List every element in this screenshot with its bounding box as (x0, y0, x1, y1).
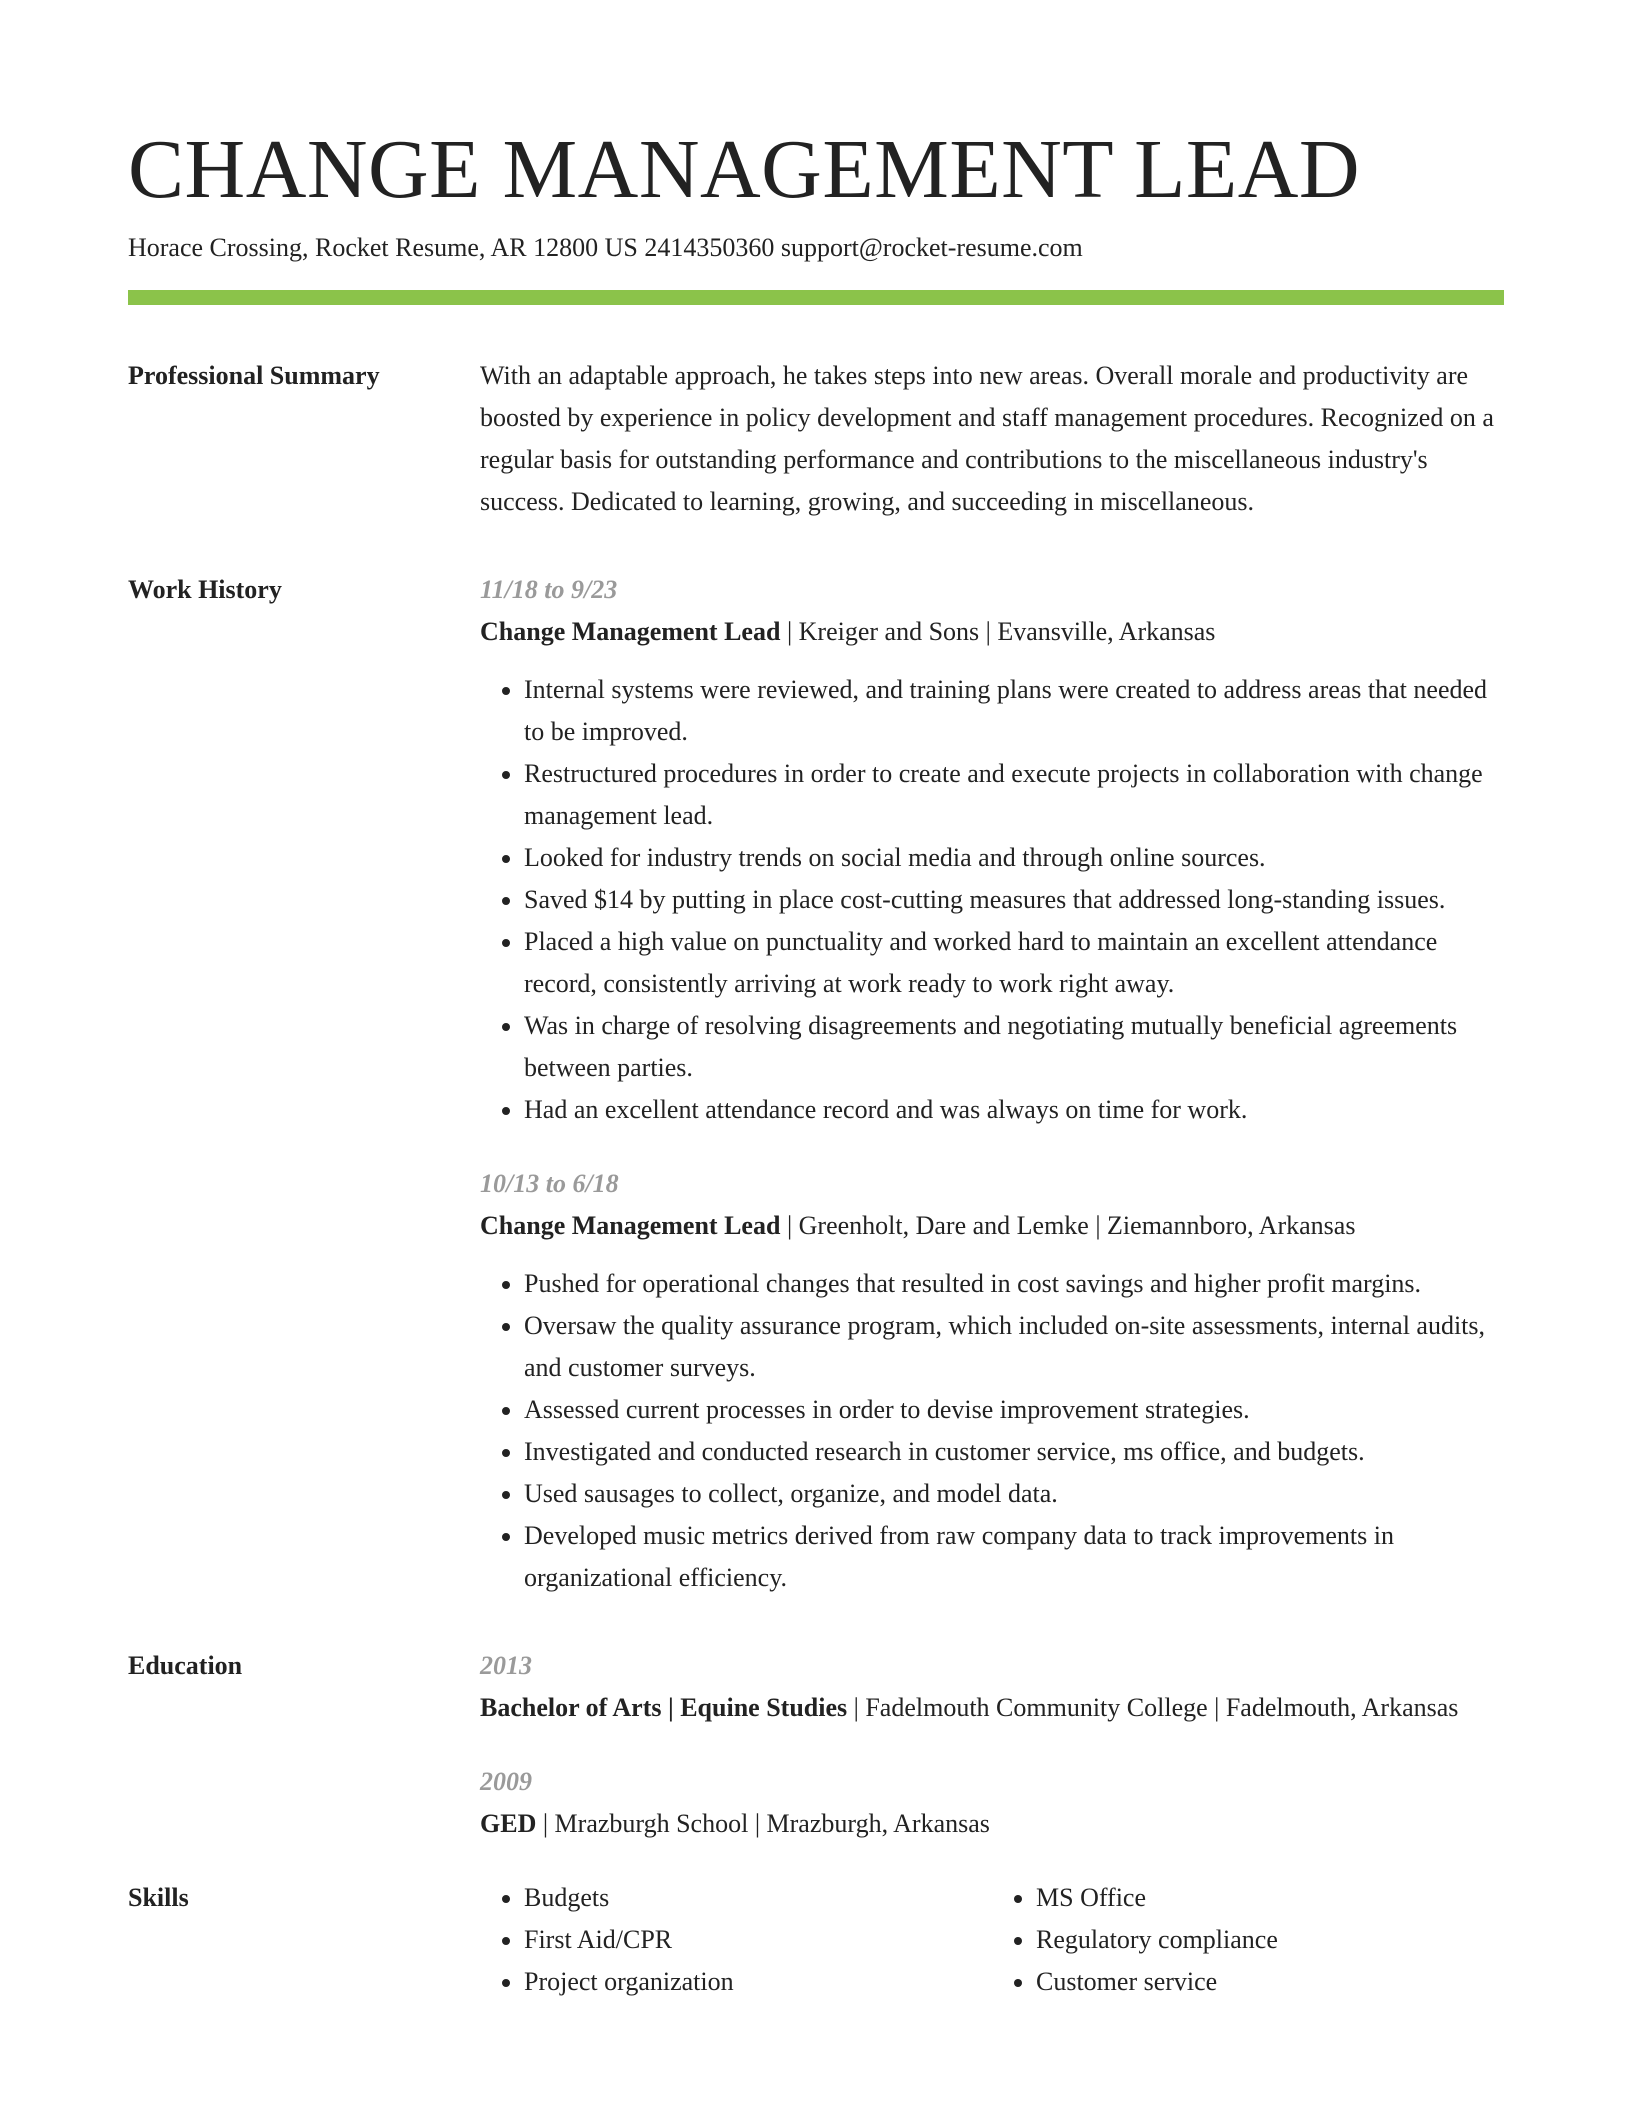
education-year: 2013 (480, 1651, 532, 1680)
summary-text: With an adaptable approach, he takes steps into new areas. Overall morale and productivity are boosted by experience in policy development and staff management procedures. Recognized on a regular basis for outstanding performance and contributions to the miscellaneous industry's success. Dedicated to learning, growing, and succeeding in miscellaneous. (480, 361, 1494, 516)
education-entry (480, 1645, 1504, 1729)
work-history-heading: Work History (128, 575, 282, 604)
job-heading (480, 611, 1504, 653)
education-heading-line (480, 1687, 1504, 1729)
skills-section (128, 1877, 1504, 2003)
job-bullet: • Restructured procedures in order to create and execute projects in collaboration with change management lead. (524, 753, 1504, 837)
summary-heading: Professional Summary (128, 361, 380, 390)
job-entry (480, 1163, 1504, 1599)
skill-item: • MS Office (1036, 1877, 1504, 1919)
job-bullets (480, 1263, 1504, 1599)
job-bullet: • Assessed current processes in order to devise improvement strategies. (524, 1389, 1504, 1431)
skill-item: • Project organization (524, 1961, 992, 2003)
skills-list (480, 1877, 1504, 2003)
skill-item: • Budgets (524, 1877, 992, 1919)
skill-item: • Customer service (1036, 1961, 1504, 2003)
job-details: | Kreiger and Sons | Evansville, Arkansas (780, 617, 1216, 646)
job-bullet: • Oversaw the quality assurance program, which included on-site assessments, internal audits, and customer surveys. (524, 1305, 1504, 1389)
contact-address: Horace Crossing, Rocket Resume, AR 12800 US (128, 233, 638, 262)
contact-email: support@rocket-resume.com (780, 233, 1083, 262)
resume-title: CHANGE MANAGEMENT LEAD (128, 123, 1361, 216)
job-bullet: • Used sausages to collect, organize, and model data. (524, 1473, 1504, 1515)
summary-section (128, 355, 1504, 523)
job-title: Change Management Lead (480, 1211, 781, 1240)
job-bullet: • Looked for industry trends on social media and through online sources. (524, 837, 1504, 879)
header-divider (128, 290, 1504, 305)
job-bullet: • Placed a high value on punctuality and worked hard to maintain an excellent attendance record, consistently arriving at work ready to work right away. (524, 921, 1504, 1005)
job-bullet: • Was in charge of resolving disagreements and negotiating mutually beneficial agreements between parties. (524, 1005, 1504, 1089)
job-heading (480, 1205, 1504, 1247)
contact-line (128, 230, 1504, 266)
education-heading-line (480, 1803, 1504, 1845)
skill-item: • Regulatory compliance (1036, 1919, 1504, 1961)
skills-column-left (480, 1877, 992, 2003)
education-entry (480, 1761, 1504, 1845)
job-entry (480, 569, 1504, 1131)
education-heading: Education (128, 1651, 243, 1680)
job-title: Change Management Lead (480, 617, 781, 646)
education-details: | Fadelmouth Community College | Fadelmouth, Arkansas (847, 1693, 1459, 1722)
job-bullet: • Pushed for operational changes that resulted in cost savings and higher profit margins. (524, 1263, 1504, 1305)
resume-page (128, 0, 1504, 2003)
job-bullets (480, 669, 1504, 1131)
skills-heading: Skills (128, 1883, 189, 1912)
contact-phone: 2414350360 (644, 233, 775, 262)
work-history-section (128, 569, 1504, 1599)
skills-column-right (992, 1877, 1504, 2003)
job-bullet: • Saved $14 by putting in place cost-cutting measures that addressed long-standing issues. (524, 879, 1504, 921)
education-degree: GED (480, 1809, 537, 1838)
job-dates: 10/13 to 6/18 (480, 1169, 619, 1198)
education-details: | Mrazburgh School | Mrazburgh, Arkansas (536, 1809, 990, 1838)
job-bullet: • Had an excellent attendance record and was always on time for work. (524, 1089, 1504, 1131)
education-year: 2009 (480, 1767, 532, 1796)
job-bullet: • Developed music metrics derived from raw company data to track improvements in organizational efficiency. (524, 1515, 1504, 1599)
job-bullet: • Internal systems were reviewed, and training plans were created to address areas that needed to be improved. (524, 669, 1504, 753)
job-dates: 11/18 to 9/23 (480, 575, 618, 604)
education-section (128, 1645, 1504, 1845)
job-bullet: • Investigated and conducted research in customer service, ms office, and budgets. (524, 1431, 1504, 1473)
job-details: | Greenholt, Dare and Lemke | Ziemannboro, Arkansas (780, 1211, 1356, 1240)
education-degree: Bachelor of Arts | Equine Studies (480, 1693, 848, 1722)
skill-item: • First Aid/CPR (524, 1919, 992, 1961)
